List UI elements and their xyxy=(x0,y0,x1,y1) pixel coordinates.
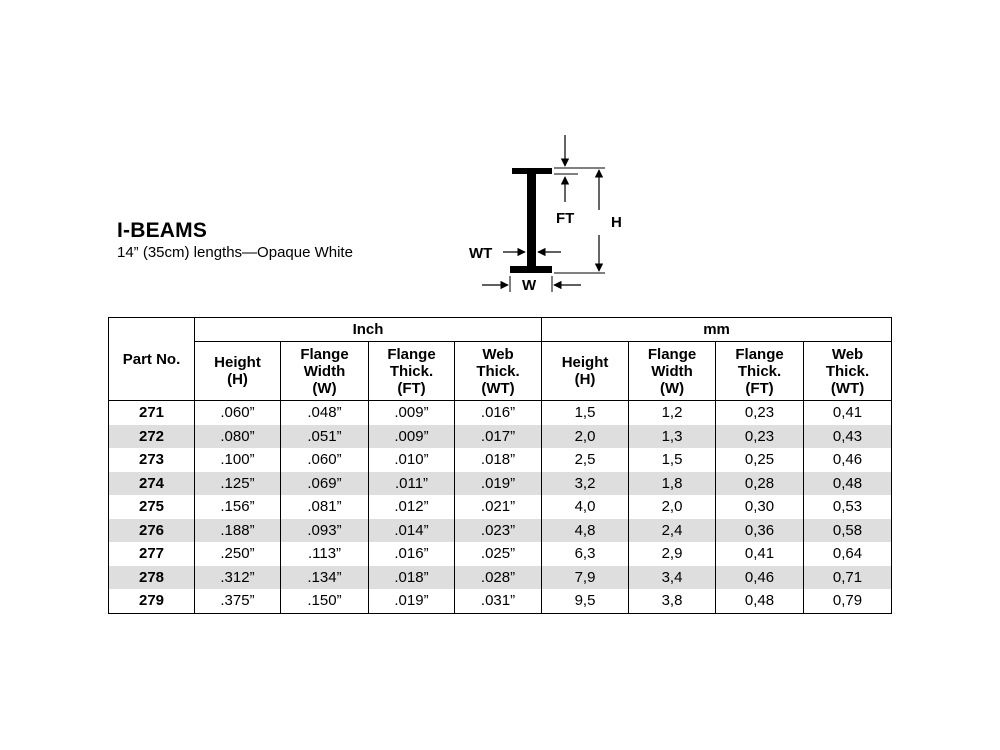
value-cell: 0,43 xyxy=(804,425,892,449)
value-cell: 0,41 xyxy=(832,404,863,422)
header-height-mm xyxy=(542,342,629,401)
value-cell: .250” xyxy=(195,542,281,566)
header-flange-thick-mm xyxy=(716,342,804,401)
header-line: Height xyxy=(561,354,609,371)
value-cell: .016” xyxy=(369,542,455,566)
part-number-cell: 278 xyxy=(109,566,195,590)
label-w: W xyxy=(522,277,537,294)
value-cell: .028” xyxy=(455,566,542,590)
value-cell: .018” xyxy=(455,448,542,472)
i-beam-spec-table xyxy=(108,317,892,614)
table-row xyxy=(109,448,892,472)
value-cell: .011” xyxy=(369,472,455,496)
part-number-cell: 276 xyxy=(109,519,195,543)
value-cell: .125” xyxy=(195,472,281,496)
value-cell: .060” xyxy=(281,448,369,472)
table-row xyxy=(109,519,892,543)
value-cell: .016” xyxy=(455,401,542,425)
label-h: H xyxy=(611,214,622,231)
table-row xyxy=(109,425,892,449)
value-cell: 0,23 xyxy=(716,425,804,449)
value-cell: 6,3 xyxy=(542,542,629,566)
part-number-cell: 274 xyxy=(109,472,195,496)
value-cell: 0,79 xyxy=(832,592,863,610)
header-line: (FT) xyxy=(745,379,774,397)
table-row xyxy=(109,401,892,425)
label-ft: FT xyxy=(556,210,575,227)
value-cell: 3,2 xyxy=(542,472,629,496)
value-cell: .093” xyxy=(281,519,369,543)
i-beam-diagram xyxy=(455,130,635,300)
header-line: Flange xyxy=(387,345,436,363)
header-flange-width-in xyxy=(281,342,369,401)
value-cell: 1,2 xyxy=(629,401,716,425)
value-cell: 0,53 xyxy=(832,498,863,516)
page-title: I-BEAMS xyxy=(117,219,208,242)
value-cell: 1,8 xyxy=(629,472,716,496)
value-cell: 0,41 xyxy=(716,542,804,566)
value-cell: 0,28 xyxy=(716,472,804,496)
value-cell: 7,9 xyxy=(542,566,629,590)
value-cell: 2,0 xyxy=(542,425,629,449)
value-cell: 2,4 xyxy=(629,519,716,543)
value-cell: 0,64 xyxy=(832,545,863,563)
header-flange-width-mm xyxy=(629,342,716,401)
part-number-cell: 273 xyxy=(109,448,195,472)
value-cell: 1,5 xyxy=(629,448,716,472)
table-row xyxy=(109,495,892,519)
value-cell: .018” xyxy=(369,566,455,590)
value-cell: .025” xyxy=(455,542,542,566)
table-row xyxy=(109,542,892,566)
header-height-in xyxy=(195,342,281,401)
value-cell: 1,5 xyxy=(542,401,629,425)
value-cell: .009” xyxy=(369,425,455,449)
table-row xyxy=(109,589,892,613)
value-cell: 3,8 xyxy=(629,589,716,613)
value-cell: 0,48 xyxy=(804,472,892,496)
part-number-cell: 277 xyxy=(109,542,195,566)
header-line: (W) xyxy=(312,379,337,397)
table-row xyxy=(109,472,892,496)
value-cell: .012” xyxy=(369,495,455,519)
value-cell: 0,46 xyxy=(832,451,863,469)
value-cell: .017” xyxy=(455,425,542,449)
header-line: Flange xyxy=(647,345,697,363)
value-cell: .014” xyxy=(369,519,455,543)
header-line: Height xyxy=(214,354,261,371)
value-cell: 0,48 xyxy=(716,589,804,613)
beam-bottom-flange xyxy=(510,266,552,273)
value-cell: .021” xyxy=(455,495,542,519)
header-line: Flange xyxy=(735,345,784,363)
value-cell: .150” xyxy=(281,589,369,613)
part-number-cell: 272 xyxy=(109,425,195,449)
header-line: Flange xyxy=(300,345,349,363)
value-cell: 0,71 xyxy=(804,566,892,590)
header-line: (W) xyxy=(659,379,685,397)
value-cell: .060” xyxy=(195,401,281,425)
value-cell: .375” xyxy=(195,589,281,613)
header-group-inch: Inch xyxy=(195,318,542,342)
value-cell: .081” xyxy=(281,495,369,519)
header-line: Thick. xyxy=(825,362,870,380)
value-cell: 3,4 xyxy=(629,566,716,590)
beam-web xyxy=(527,168,536,271)
value-cell: 0,25 xyxy=(716,448,804,472)
value-cell: .031” xyxy=(455,589,542,613)
header-line: Thick. xyxy=(737,362,782,380)
value-cell: 0,30 xyxy=(716,495,804,519)
value-cell: 9,5 xyxy=(542,589,629,613)
value-cell: .009” xyxy=(369,401,455,425)
header-line: Width xyxy=(303,362,346,380)
value-cell: .113” xyxy=(281,542,369,566)
part-number-cell: 275 xyxy=(109,495,195,519)
value-cell: .080” xyxy=(195,425,281,449)
value-cell: 4,0 xyxy=(542,495,629,519)
value-cell: 2,5 xyxy=(542,448,629,472)
value-cell: 0,58 xyxy=(804,519,892,543)
value-cell: .312” xyxy=(195,566,281,590)
header-group-mm: mm xyxy=(542,318,892,342)
header-line: (FT) xyxy=(397,379,426,397)
header-web-thick-mm xyxy=(804,342,892,401)
value-cell: .188” xyxy=(195,519,281,543)
value-cell: .134” xyxy=(281,566,369,590)
value-cell: 2,0 xyxy=(629,495,716,519)
header-line: (H) xyxy=(227,371,248,388)
value-cell: .051” xyxy=(281,425,369,449)
value-cell: 2,9 xyxy=(629,542,716,566)
value-cell: 0,23 xyxy=(716,401,804,425)
header-line: Thick. xyxy=(476,362,520,380)
value-cell: 0,46 xyxy=(716,566,804,590)
header-line: Web xyxy=(482,345,514,363)
part-number-cell: 279 xyxy=(109,589,195,613)
header-part-no: Part No. xyxy=(109,318,195,401)
value-cell: .019” xyxy=(455,472,542,496)
value-cell: 1,3 xyxy=(629,425,716,449)
value-cell: .069” xyxy=(281,472,369,496)
value-cell: .048” xyxy=(281,401,369,425)
page-subtitle: 14” (35cm) lengths—Opaque White xyxy=(117,244,353,261)
value-cell: .100” xyxy=(195,448,281,472)
header-line: (WT) xyxy=(481,379,515,397)
part-number-cell: 271 xyxy=(109,401,195,425)
value-cell: .010” xyxy=(369,448,455,472)
header-web-thick-in xyxy=(455,342,542,401)
value-cell: .023” xyxy=(455,519,542,543)
label-wt: WT xyxy=(469,245,493,262)
value-cell: 4,8 xyxy=(542,519,629,543)
header-line: (WT) xyxy=(830,379,865,397)
header-line: (H) xyxy=(574,371,596,388)
header-flange-thick-in xyxy=(369,342,455,401)
header-line: Web xyxy=(831,345,864,363)
header-line: Thick. xyxy=(389,362,434,380)
value-cell: .019” xyxy=(369,589,455,613)
header-line: Width xyxy=(651,362,693,380)
table-row xyxy=(109,566,892,590)
value-cell: 0,36 xyxy=(716,519,804,543)
value-cell: .156” xyxy=(195,495,281,519)
